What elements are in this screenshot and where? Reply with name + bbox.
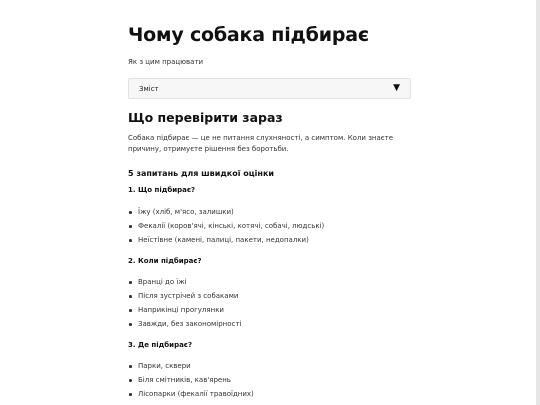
list-item-text: Їжу (хліб, м'ясо, залишки) — [138, 208, 234, 216]
bullet-icon — [129, 211, 132, 214]
list-item-text: Біля смітників, кав'ярень — [138, 376, 231, 384]
list-item-text: Після зустрічей з собаками — [138, 292, 239, 300]
bullet-icon — [129, 281, 132, 284]
list-item-text: Парки, сквери — [138, 362, 191, 370]
list-item — [128, 387, 254, 401]
list-item — [128, 317, 241, 331]
list-item — [128, 359, 254, 373]
bullet-icon — [129, 295, 132, 298]
bullet-icon — [129, 309, 132, 312]
list-item — [128, 219, 324, 233]
list-item — [128, 303, 241, 317]
section-lead: Собака підбирає — це не питання слухняності, а симптом. Коли знаєте причину, отримуєте рішення без боротьби. — [128, 134, 394, 153]
list-item-text: Лісопарки (фекалії травоїдних) — [138, 390, 254, 398]
list-item-text: Завжди, без закономірності — [138, 320, 242, 328]
page-subtitle: Як з цим працювати — [128, 58, 204, 66]
list-item — [128, 373, 254, 387]
toc-dropdown[interactable] — [128, 78, 411, 99]
bullet-icon — [129, 379, 132, 382]
list-item — [128, 289, 241, 303]
bullet-icon — [129, 365, 132, 368]
page-title: Чому собака підбирає — [128, 24, 369, 46]
bullet-icon — [129, 393, 132, 396]
list-item — [128, 233, 324, 247]
bullet-icon — [129, 239, 132, 242]
list-item-text: Наприкінці прогулянки — [138, 306, 224, 314]
question-title: 1. Що підбирає? — [128, 186, 196, 194]
list-item-text: Неїстівне (камені, палиці, пакети, недопалки) — [138, 236, 309, 244]
page-edge — [536, 0, 540, 405]
quick-assessment-heading: 5 запитань для швидкої оцінки — [128, 169, 274, 178]
chevron-down-icon: ▼ — [393, 83, 400, 93]
list-item — [128, 275, 241, 289]
toc-label: Зміст — [139, 84, 159, 93]
list-item-text: Фекалії (коров'ячі, кінські, котячі, собачі, людські) — [138, 222, 325, 230]
list-item — [128, 205, 324, 219]
list-item-text: Вранці до їжі — [138, 278, 187, 286]
question-list — [128, 359, 254, 401]
question-title: 2. Коли підбирає? — [128, 257, 202, 265]
question-list — [128, 205, 324, 247]
bullet-icon — [129, 323, 132, 326]
section-heading: Що перевірити зараз — [128, 110, 283, 125]
question-title: 3. Де підбирає? — [128, 341, 193, 349]
bullet-icon — [129, 225, 132, 228]
question-list — [128, 275, 241, 331]
